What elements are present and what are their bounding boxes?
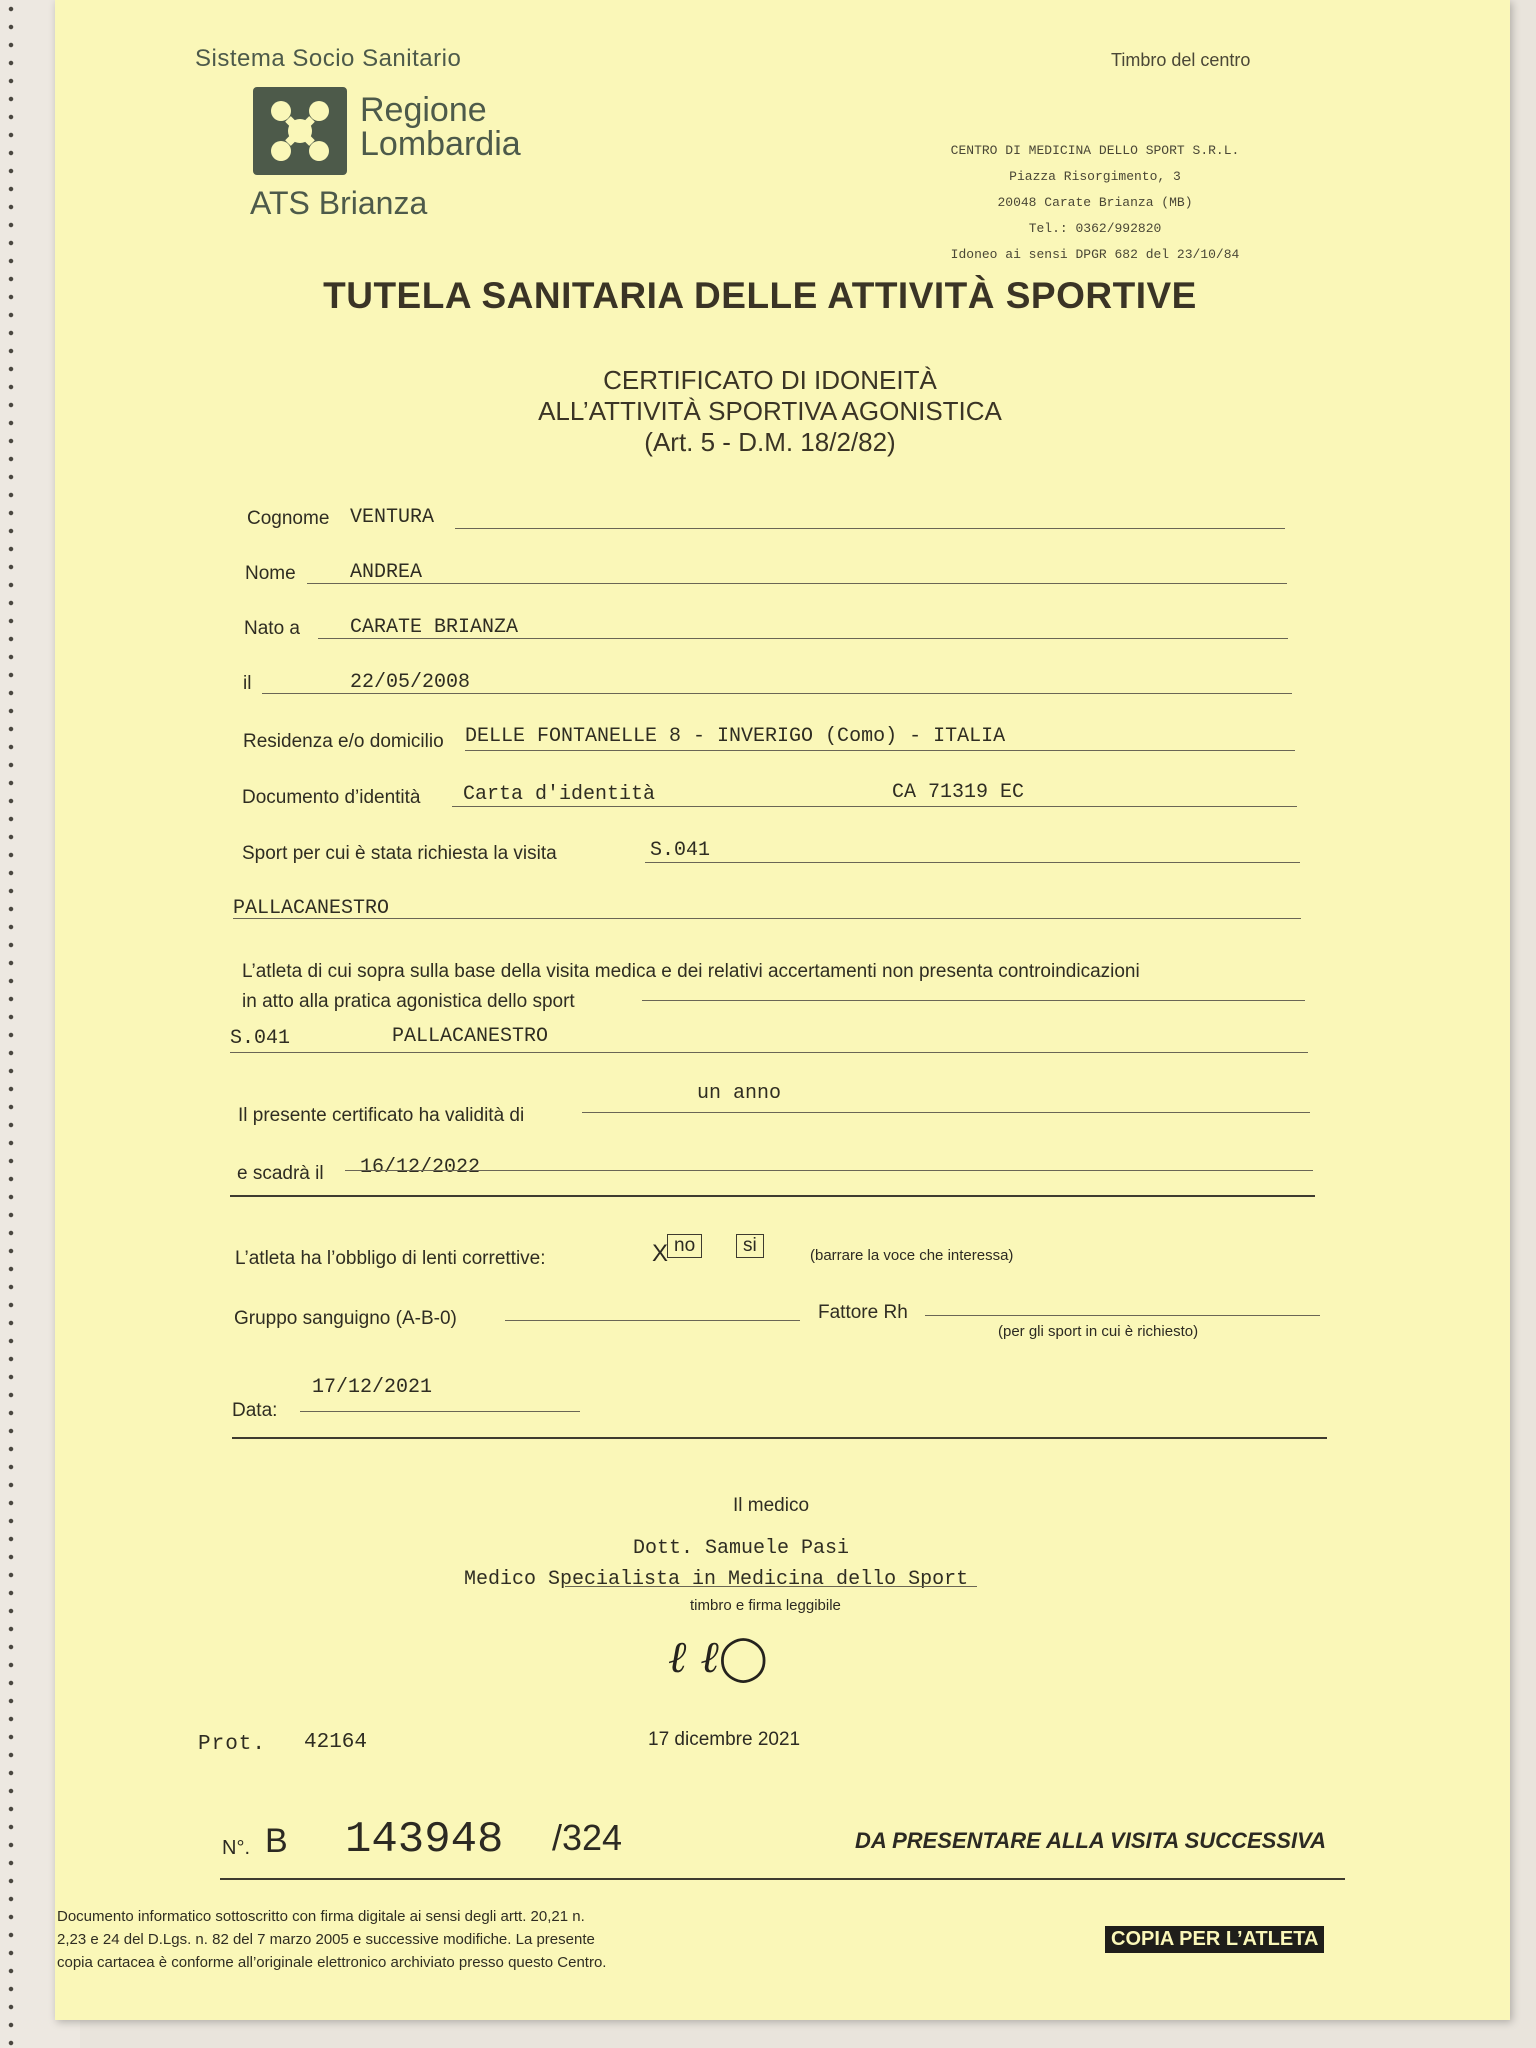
lenses-option-si[interactable]: si [736, 1234, 764, 1258]
residence-label: Residenza e/o domicilio [243, 731, 444, 752]
footer-note-line1: Documento informatico sottoscritto con firma digitale ai sensi degli artt. 20,21 n. [57, 1908, 585, 1925]
date-value: 17/12/2021 [312, 1376, 433, 1399]
statement-sport-name: PALLACANESTRO [392, 1025, 549, 1048]
sport-name: PALLACANESTRO [233, 897, 390, 920]
fitness-statement-line1: L’atleta di cui sopra sulla base della visita medica e dei relativi accertamenti non presenta controindicazioni [242, 961, 1140, 982]
center-stamp [880, 138, 1310, 268]
validity-label: Il presente certificato ha validità di [238, 1105, 525, 1126]
statement-line [642, 1000, 1305, 1001]
id-document-number: CA 71319 EC [892, 781, 1025, 804]
surname-line [455, 528, 1285, 529]
footer-note-line3: copia cartacea è conforme all’originale elettronico archiviato presso questo Centro. [57, 1954, 607, 1971]
stamp-line: Idoneo ai sensi DPGR 682 del 23/10/84 [950, 247, 1240, 262]
stamp-line: Piazza Risorgimento, 3 [1009, 169, 1181, 184]
number-label: N°. [222, 1837, 250, 1859]
birthplace-line [318, 638, 1288, 639]
fitness-statement-line2: in atto alla pratica agonistica dello sport [242, 991, 575, 1012]
statement-sport-line [230, 1052, 1308, 1053]
region-name [360, 93, 521, 161]
name-value: ANDREA [350, 561, 423, 584]
protocol-value: 42164 [304, 1731, 368, 1754]
expiry-value: 16/12/2022 [360, 1156, 481, 1179]
region-name-line1: Regione [360, 91, 487, 129]
birthplace-value: CARATE BRIANZA [350, 616, 519, 639]
certificate-title-line2: ALL’ATTIVITÀ SPORTIVA AGONISTICA [538, 396, 1002, 426]
number-divider [220, 1878, 1345, 1880]
id-document-label: Documento d’identità [242, 787, 421, 808]
birthdate-label: il [243, 673, 252, 694]
cloth-stitching [8, 0, 14, 2048]
doctor-title-underline [565, 1586, 977, 1587]
birthdate-value: 22/05/2008 [350, 671, 471, 694]
blood-group-label: Gruppo sanguigno (A-B-0) [234, 1308, 457, 1329]
region-logo-icon [253, 87, 347, 175]
region-name-line2: Lombardia [360, 125, 521, 163]
expiry-line [345, 1170, 1313, 1171]
digital-signature-note [57, 1905, 777, 1974]
stamp-line: 20048 Carate Brianza (MB) [997, 195, 1193, 210]
certificate-title-line1: CERTIFICATO DI IDONEITÀ [603, 365, 937, 395]
doctor-label: Il medico [733, 1495, 810, 1516]
sport-name-line [233, 918, 1301, 919]
signature-hint: timbro e firma leggibile [690, 1597, 841, 1614]
surname-value: VENTURA [350, 506, 435, 529]
residence-value: DELLE FONTANELLE 8 - INVERIGO (Como) - ITALIA [465, 725, 1006, 748]
date-line [300, 1411, 580, 1412]
doctor-name: Dott. Samuele Pasi [633, 1537, 850, 1560]
validity-line [582, 1112, 1310, 1113]
certificate-number-suffix: /324 [552, 1817, 623, 1858]
rh-factor-hint: (per gli sport in cui è richiesto) [998, 1323, 1199, 1340]
certificate-title-line3: (Art. 5 - D.M. 18/2/82) [644, 427, 896, 457]
birthdate-line [262, 693, 1292, 694]
name-line [307, 583, 1287, 584]
footer-note-line2: 2,23 e 24 del D.Lgs. n. 82 del 7 marzo 2005 e successive modifiche. La presente [57, 1931, 595, 1948]
name-label: Nome [245, 563, 296, 584]
expiry-label: e scadrà il [237, 1163, 324, 1184]
birthplace-label: Nato a [244, 618, 300, 639]
lenses-label: L’atleta ha l’obbligo di lenti correttive: [235, 1248, 546, 1269]
number-series: B [265, 1822, 288, 1860]
doctor-title: Medico Specialista in Medicina dello Sport [464, 1568, 969, 1591]
rh-factor-line [925, 1315, 1320, 1316]
stamp-line: Tel.: 0362/992820 [1028, 221, 1162, 236]
section-divider [230, 1195, 1315, 1197]
doctor-signature: ℓ ℓ◯ [668, 1632, 768, 1683]
stamp-line: CENTRO DI MEDICINA DELLO SPORT S.R.L. [950, 143, 1240, 158]
id-document-line [452, 806, 1297, 807]
sport-label: Sport per cui è stata richiesta la visita [242, 843, 557, 864]
id-document-type: Carta d'identità [463, 783, 656, 806]
protocol-label: Prot. [198, 1733, 267, 1756]
next-visit-notice: DA PRESENTARE ALLA VISITA SUCCESSIVA [855, 1828, 1327, 1853]
ats-name: ATS Brianza [250, 185, 428, 221]
page-title: TUTELA SANITARIA DELLE ATTIVITÀ SPORTIVE [323, 275, 1197, 316]
sport-code: S.041 [650, 839, 711, 862]
validity-value: un anno [697, 1082, 782, 1105]
date-label: Data: [232, 1400, 278, 1421]
statement-sport-code: S.041 [230, 1027, 291, 1050]
athlete-copy-badge: COPIA PER L’ATLETA [1105, 1926, 1324, 1953]
fitness-statement [242, 957, 1312, 1017]
certificate-title [400, 365, 1140, 458]
sign-date: 17 dicembre 2021 [648, 1729, 801, 1750]
lenses-option-no[interactable]: no [667, 1234, 702, 1258]
residence-line [465, 750, 1295, 751]
certificate-number: 143948 [345, 1815, 504, 1865]
surname-label: Cognome [247, 508, 330, 529]
lenses-checkmark: X [652, 1240, 669, 1267]
system-label: Sistema Socio Sanitario [195, 45, 462, 72]
lenses-hint: (barrare la voce che interessa) [810, 1247, 1014, 1264]
date-divider [232, 1437, 1327, 1439]
blood-group-line [505, 1320, 800, 1321]
stamp-label: Timbro del centro [1111, 50, 1251, 70]
rh-factor-label: Fattore Rh [818, 1302, 908, 1323]
sport-line [645, 862, 1300, 863]
